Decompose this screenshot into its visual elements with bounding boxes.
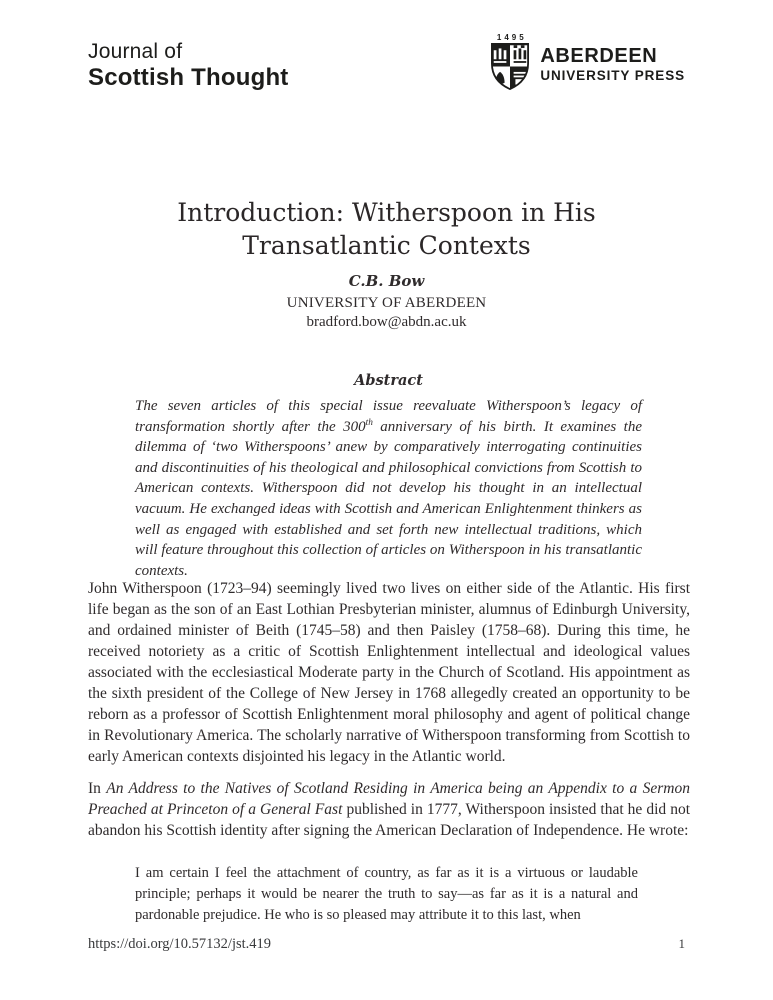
author-block <box>0 272 773 333</box>
page-number: 1 <box>678 936 685 951</box>
abstract-section <box>135 372 642 581</box>
article-body <box>88 578 690 926</box>
press-name-line1: ABERDEEN <box>540 45 658 67</box>
page-footer <box>88 936 685 953</box>
author-affiliation: UNIVERSITY OF ABERDEEN <box>286 294 487 311</box>
journal-logo-line1: Journal of <box>88 40 183 63</box>
university-crest-icon <box>490 43 530 95</box>
journal-logo <box>88 40 289 92</box>
article-title-line1: Introduction: Witherspoon in His <box>177 198 596 227</box>
article-title-line2: Transatlantic Contexts <box>242 231 531 260</box>
press-name-line2: UNIVERSITY PRESS <box>540 68 685 83</box>
article-title <box>0 196 773 262</box>
journal-logo-line2: Scottish Thought <box>88 64 289 92</box>
press-founding-year: 1495 <box>496 33 527 42</box>
body-paragraph-1: John Witherspoon (1723–94) seemingly lived two lives on either side of the Atlantic. His first life began as the son of an East Lothian Presbyterian minister, alumnus of Edinburgh University, and ordained minister of Beith (1745–58) and then Paisley (1758–68). During this time, he received notoriety as a critic of Scottish Enlightenment intellectual and ideological values associated with the ecclesiastical Moderate party in the Church of Scotland. His appointment as the sixth president of the College of New Jersey in 1768 allegedly created an opportunity to be reborn as a professor of Scottish Enlightenment moral philosophy and agent of political change in Revolutionary America. The scholarly narrative of Witherspoon transforming from Scottish to early American contexts disjointed his legacy in the Atlantic world. <box>88 580 690 765</box>
abstract-heading: Abstract <box>354 372 423 389</box>
doi-link: https://doi.org/10.57132/jst.419 <box>88 936 272 952</box>
author-name: C.B. Bow <box>348 272 425 290</box>
abstract-text: The seven articles of this special issue reevaluate Witherspoon’s legacy of transformation shortly after the 300th anniversary of his birth. It examines the dilemma of ‘two Witherspoons’ anew by comparatively interrogating continuities and discontinuities of his theological and philosophical convictions from Scottish to American contexts. Witherspoon did not develop his thought in an intellectual vacuum. He exchanged ideas with Scottish and American Enlightenment thinkers as well as engaged with established and set forth new intellectual traditions, which will feature throughout this collection of articles on Witherspoon in his transatlantic contexts. <box>135 398 643 579</box>
block-quote: I am certain I feel the attachment of country, as far as it is a virtuous or laudable principle; perhaps it would be nearer the truth to say—as far as it is a natural and pardonable prejudice. He who is so pleased may attribute it to this last, when <box>135 865 638 923</box>
body-paragraph-2: In An Address to the Natives of Scotland Residing in America being an Appendix to a Sermon Preached at Princeton of a General Fast published in 1777, Witherspoon insisted that he did not abandon his Scottish identity after signing the American Declaration of Independence. He wrote: <box>88 780 690 839</box>
press-name <box>540 33 685 83</box>
press-logo <box>489 33 685 95</box>
author-email: bradford.bow@abdn.ac.uk <box>306 314 467 330</box>
press-crest <box>489 33 531 95</box>
